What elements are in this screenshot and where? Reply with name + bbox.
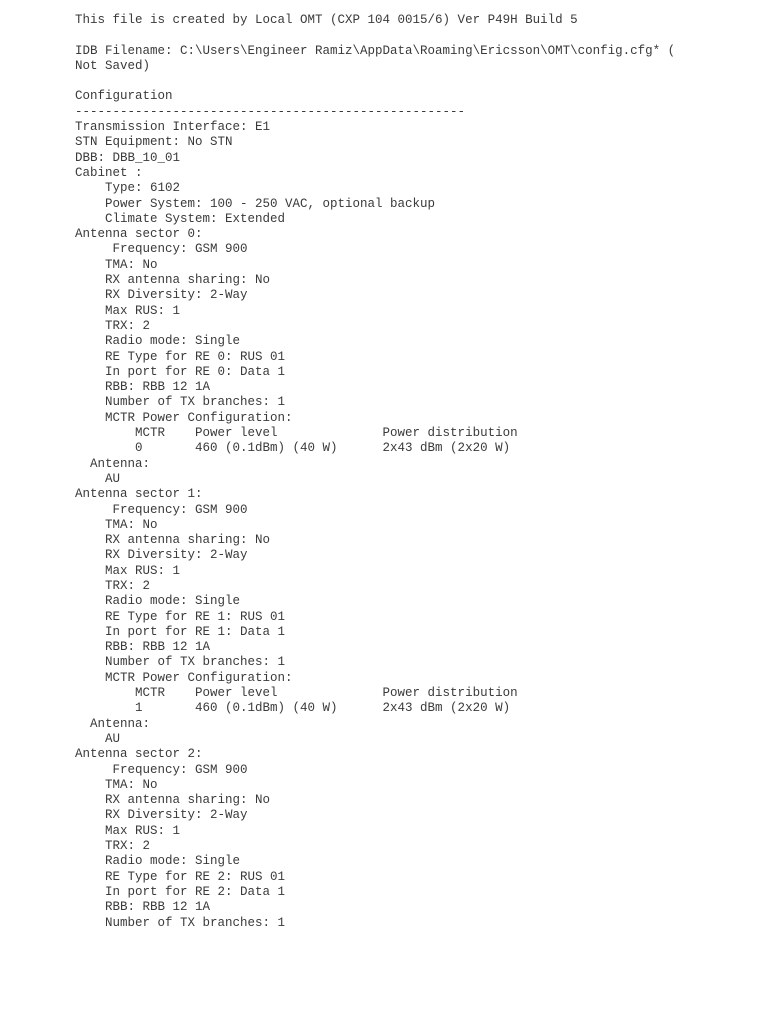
document-line: Configuration bbox=[75, 89, 173, 104]
document-line: In port for RE 0: Data 1 bbox=[75, 364, 286, 379]
document-line: Antenna: bbox=[75, 456, 151, 471]
document-line: MCTR Power level Power distribution bbox=[75, 426, 518, 441]
document-line bbox=[75, 74, 755, 89]
document-line: Max RUS: 1 bbox=[75, 563, 181, 578]
document-line: 0 460 (0.1dBm) (40 W) 2x43 dBm (2x20 W) bbox=[75, 441, 511, 456]
document-line: Antenna sector 2: bbox=[75, 747, 203, 762]
document-line: RBB: RBB 12 1A bbox=[75, 380, 211, 395]
document-line: TMA: No bbox=[75, 777, 158, 792]
document-line: Radio mode: Single bbox=[75, 854, 241, 869]
document-line: In port for RE 1: Data 1 bbox=[75, 624, 286, 639]
document-line: RX Diversity: 2-Way bbox=[75, 288, 248, 303]
document-line: RX antenna sharing: No bbox=[75, 533, 271, 548]
document-line: Type: 6102 bbox=[75, 181, 181, 196]
document-line: Antenna: bbox=[75, 716, 151, 731]
document-line: RBB: RBB 12 1A bbox=[75, 640, 211, 655]
config-document bbox=[75, 13, 755, 931]
document-line: MCTR Power level Power distribution bbox=[75, 686, 518, 701]
document-line: TRX: 2 bbox=[75, 839, 151, 854]
document-line bbox=[75, 28, 755, 43]
document-line: IDB Filename: C:\Users\Engineer Ramiz\AppData\Roaming\Ericsson\OMT\config.cfg* ( bbox=[75, 43, 676, 58]
document-line: MCTR Power Configuration: bbox=[75, 670, 293, 685]
document-line: Cabinet : bbox=[75, 165, 143, 180]
document-line: TMA: No bbox=[75, 257, 158, 272]
document-line: RE Type for RE 1: RUS 01 bbox=[75, 609, 286, 624]
document-line: RX antenna sharing: No bbox=[75, 273, 271, 288]
document-line: Radio mode: Single bbox=[75, 334, 241, 349]
document-line: Frequency: GSM 900 bbox=[75, 502, 248, 517]
document-line: MCTR Power Configuration: bbox=[75, 410, 293, 425]
document-line: ---------------------------------------------------- bbox=[75, 104, 466, 119]
document-line: AU bbox=[75, 731, 121, 746]
document-line: In port for RE 2: Data 1 bbox=[75, 884, 286, 899]
document-line: Number of TX branches: 1 bbox=[75, 915, 286, 930]
document-line: RX antenna sharing: No bbox=[75, 793, 271, 808]
document-line: DBB: DBB_10_01 bbox=[75, 150, 181, 165]
document-line: RX Diversity: 2-Way bbox=[75, 808, 248, 823]
document-line: Antenna sector 0: bbox=[75, 227, 203, 242]
document-line: Power System: 100 - 250 VAC, optional backup bbox=[75, 196, 436, 211]
document-line: TMA: No bbox=[75, 517, 158, 532]
document-line: TRX: 2 bbox=[75, 318, 151, 333]
document-line: RBB: RBB 12 1A bbox=[75, 900, 211, 915]
document-line: Antenna sector 1: bbox=[75, 487, 203, 502]
document-line: Number of TX branches: 1 bbox=[75, 395, 286, 410]
document-line: 1 460 (0.1dBm) (40 W) 2x43 dBm (2x20 W) bbox=[75, 701, 511, 716]
document-line: Radio mode: Single bbox=[75, 594, 241, 609]
document-line: RE Type for RE 2: RUS 01 bbox=[75, 869, 286, 884]
document-line: RE Type for RE 0: RUS 01 bbox=[75, 349, 286, 364]
document-line: RX Diversity: 2-Way bbox=[75, 548, 248, 563]
document-line: Max RUS: 1 bbox=[75, 823, 181, 838]
document-line: Max RUS: 1 bbox=[75, 303, 181, 318]
document-line: Climate System: Extended bbox=[75, 211, 286, 226]
document-line: This file is created by Local OMT (CXP 104 0015/6) Ver P49H Build 5 bbox=[75, 13, 578, 27]
document-line: AU bbox=[75, 471, 121, 486]
document-line: Frequency: GSM 900 bbox=[75, 762, 248, 777]
document-line: STN Equipment: No STN bbox=[75, 135, 233, 150]
document-line: Number of TX branches: 1 bbox=[75, 655, 286, 670]
document-line: Frequency: GSM 900 bbox=[75, 242, 248, 257]
document-line: TRX: 2 bbox=[75, 578, 151, 593]
document-line: Transmission Interface: E1 bbox=[75, 120, 271, 135]
document-line: Not Saved) bbox=[75, 58, 151, 73]
